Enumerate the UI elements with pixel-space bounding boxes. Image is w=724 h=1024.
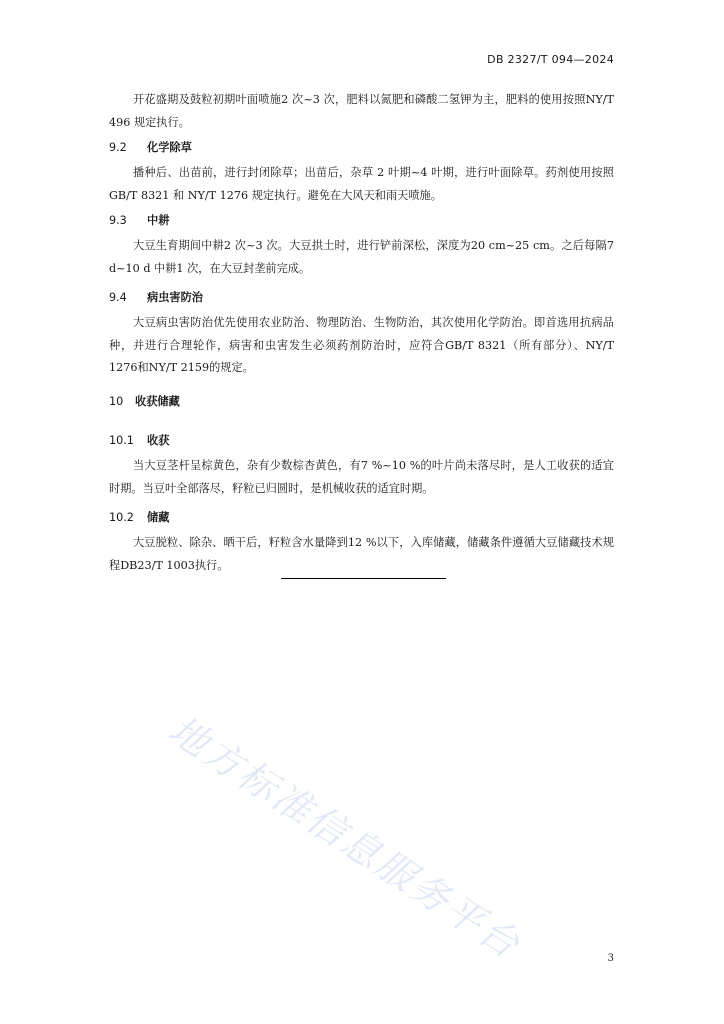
chapter-number: 10 [109, 395, 124, 408]
paragraph-harvest: 当大豆茎杆呈棕黄色，杂有少数棕杏黄色，有7 %~10 %的叶片尚未落尽时，是人工收获的适宜时期。当豆叶全部落尽，籽粒已归圆时，是机械收获的适宜时期。 [109, 459, 614, 495]
section-heading-10-2 [109, 509, 169, 525]
section-heading-9-2 [109, 139, 192, 155]
chapter-heading-10 [109, 393, 180, 409]
page-number: 3 [607, 953, 614, 964]
section-number: 9.2 [109, 141, 127, 154]
document-code: DB 2327/T 094—2024 [487, 53, 614, 66]
section-number: 10.2 [109, 511, 134, 524]
section-heading-9-4 [109, 289, 203, 305]
section-title: 中耕 [147, 214, 170, 227]
section-heading-9-3 [109, 212, 169, 228]
paragraph-fertilizer: 开花盛期及鼓粒初期叶面喷施2 次~3 次，肥料以氮肥和磷酸二氢钾为主，肥料的使用按照NY/T 496 规定执行。 [109, 93, 614, 129]
section-heading-10-1 [109, 432, 169, 448]
section-title: 收获 [147, 434, 170, 447]
section-title: 储藏 [147, 511, 170, 524]
section-number: 9.4 [109, 291, 127, 304]
section-title: 病虫害防治 [147, 291, 203, 304]
section-title: 化学除草 [147, 141, 192, 154]
section-number: 9.3 [109, 214, 127, 227]
paragraph-tillage: 大豆生育期间中耕2 次~3 次。大豆拱土时，进行铲前深松，深度为20 cm~25 cm。之后每隔7 d~10 d 中耕1 次，在大豆封垄前完成。 [109, 239, 614, 275]
chapter-title: 收获储藏 [135, 395, 180, 408]
paragraph-weeding: 播种后、出苗前，进行封闭除草；出苗后，杂草 2 叶期~4 叶期，进行叶面除草。药剂使用按照 GB/T 8321 和 NY/T 1276 规定执行。避免在大风天和雨天喷施。 [109, 166, 614, 202]
paragraph-pest-control: 大豆病虫害防治优先使用农业防治、物理防治、生物防治，其次使用化学防治。即首选用抗病品种，并进行合理轮作，病害和虫害发生必须药剂防治时，应符合GB/T 8321（所有部分）、NY/T 1276和NY/T 2159的规定。 [109, 316, 614, 374]
watermark: 地方标准信息服务平台 [161, 707, 529, 968]
paragraph-storage: 大豆脱粒、除杂、晒干后，籽粒含水量降到12 %以下，入库储藏，储藏条件遵循大豆储藏技术规程DB23/T 1003执行。 [109, 536, 614, 572]
end-rule [281, 578, 446, 579]
section-number: 10.1 [109, 434, 134, 447]
